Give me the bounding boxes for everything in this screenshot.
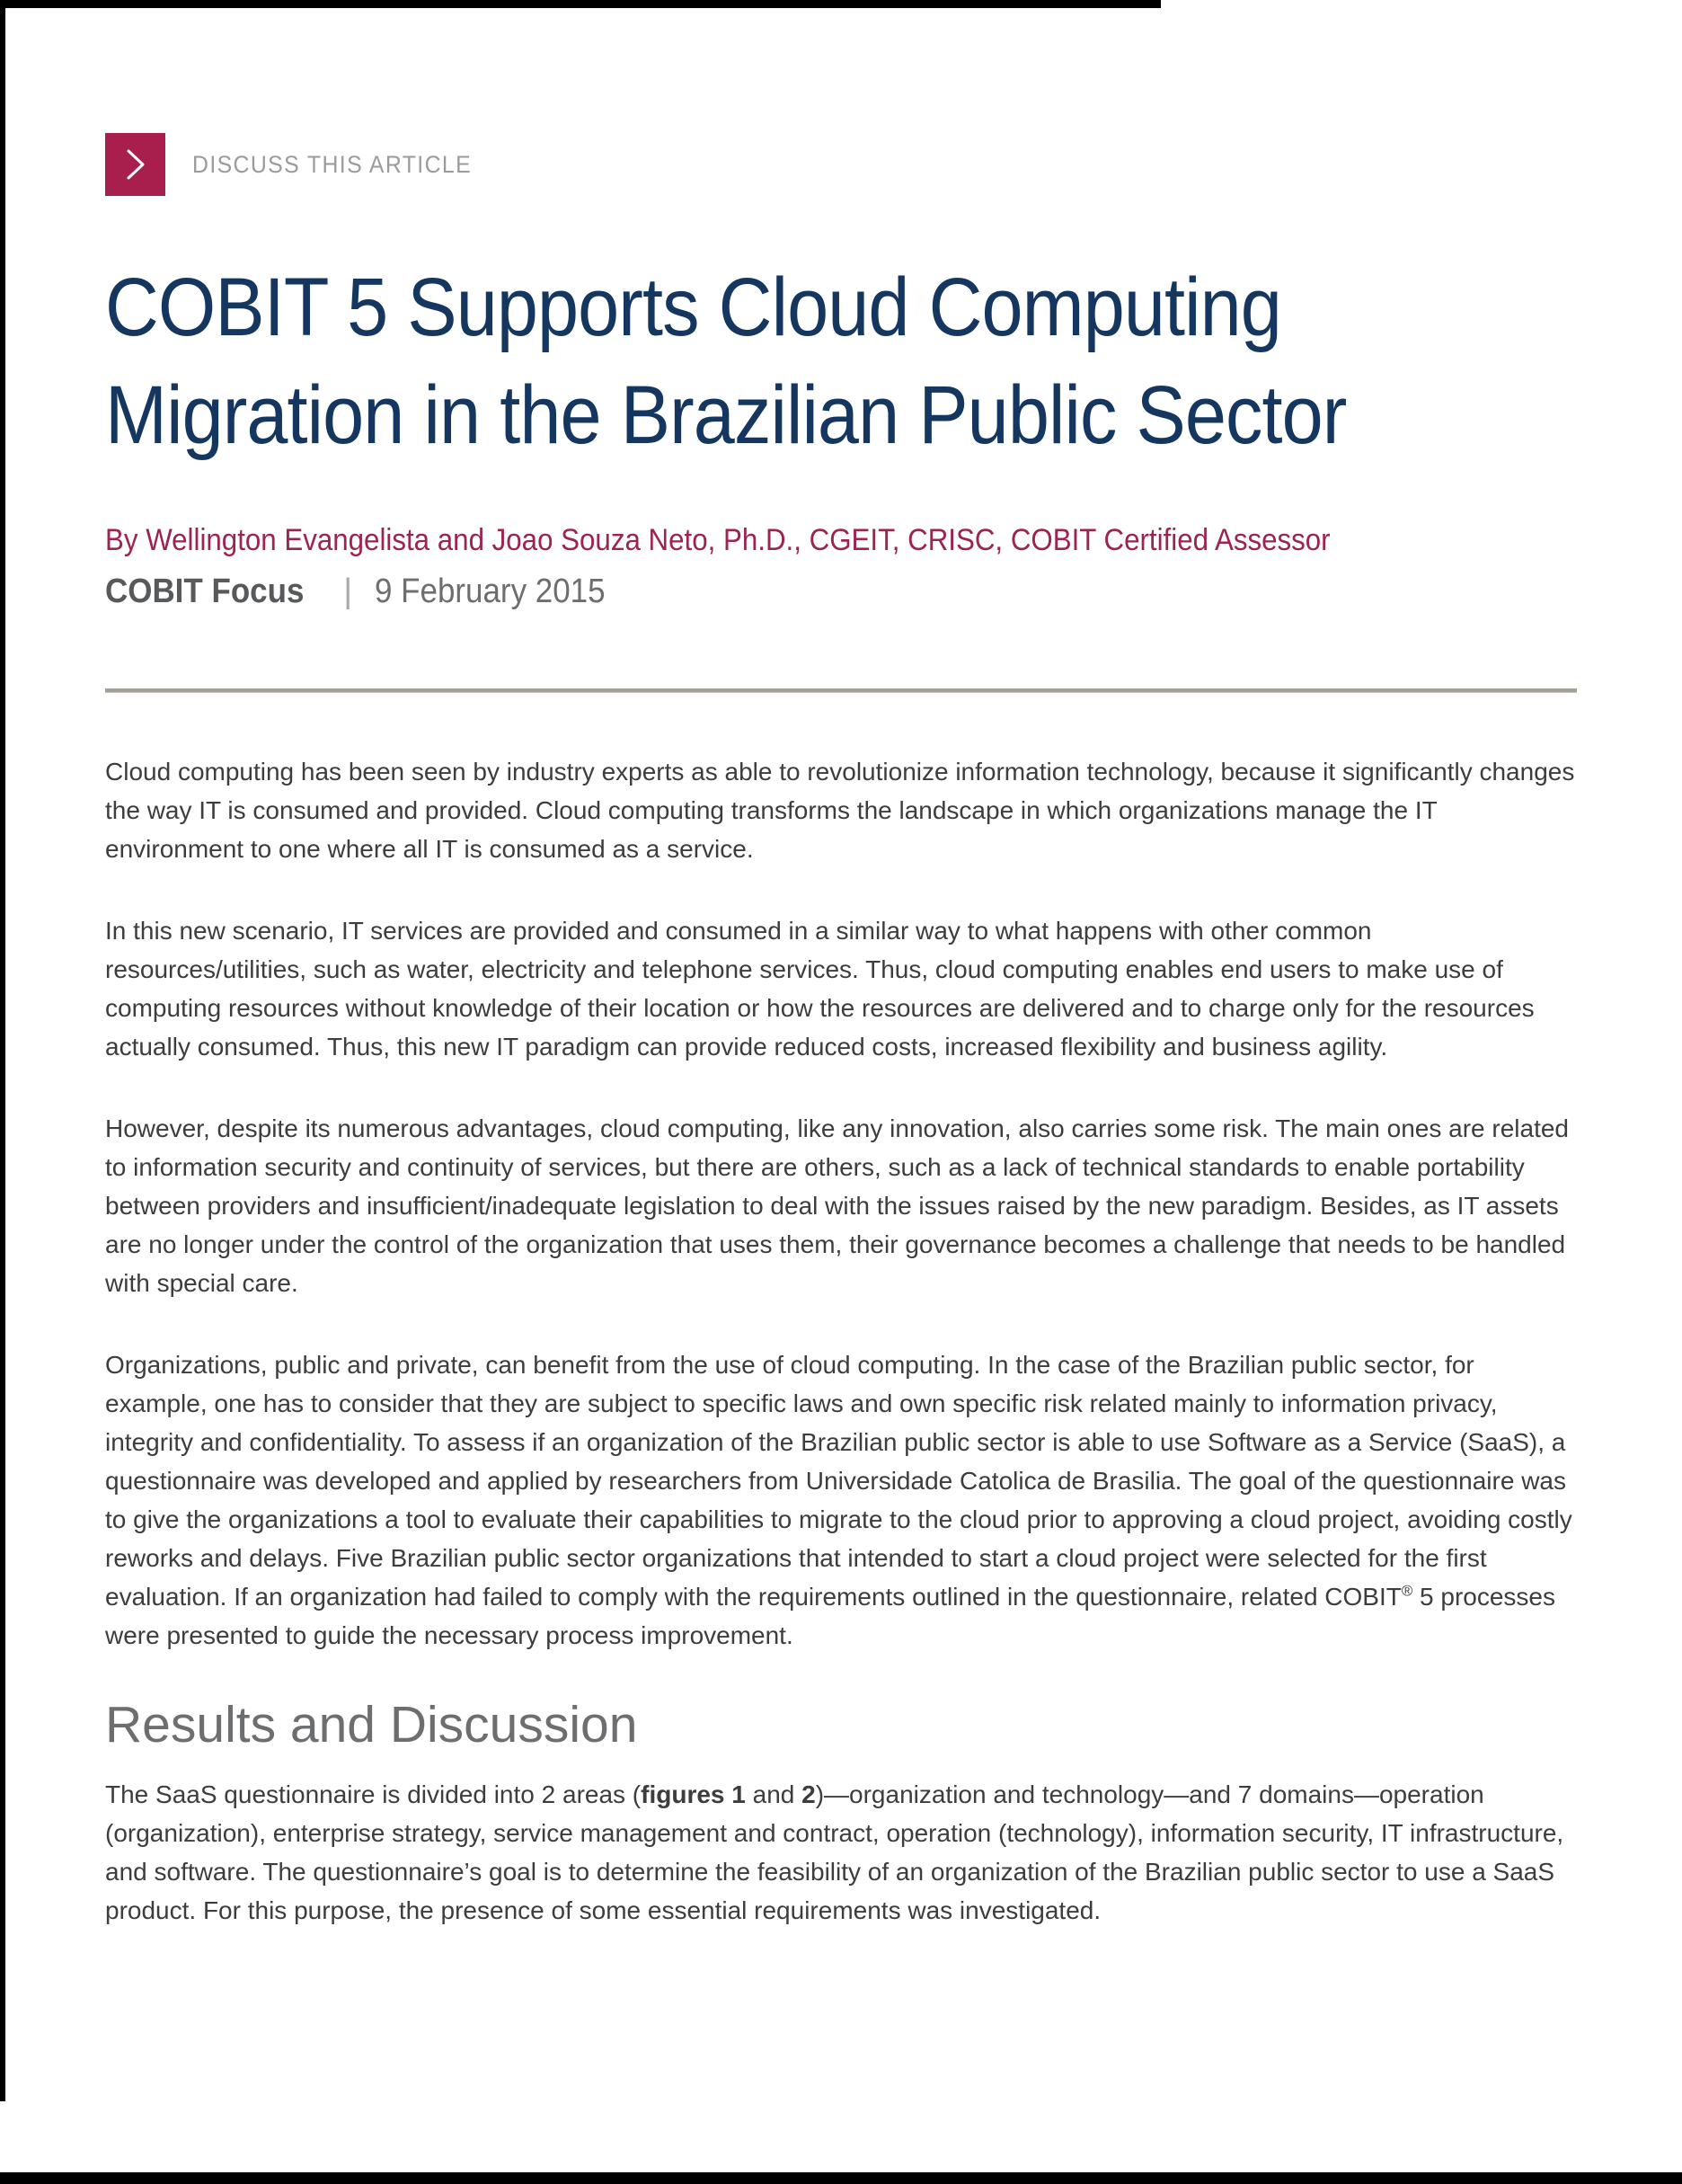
paragraph-brazilian-public-sector: Organizations, public and private, can benefit from the use of cloud computing. In the case of the Brazilian public sector, for example, one has to consider that they are subject to specific laws and own specific risk related mainly to information privacy, integrity and confidentiality. To assess if an organization of the Brazilian public sector is able to use Software as a Service (SaaS), a questionnaire was developed and applied by researchers from Universidade Catolica de Brasilia. The goal of the questionnaire was to give the organizations a tool to evaluate their capabilities to migrate to the cloud prior to approving a cloud project, avoiding costly reworks and delays. Five Brazilian public sector organizations that intended to start a cloud project were selected for the first evaluation. If an organization had failed to comply with the requirements outlined in the questionnaire, related COBIT® 5 processes were presented to guide the necessary process improvement. bbox=[105, 1351, 1572, 1649]
discuss-label: DISCUSS THIS ARTICLE bbox=[192, 150, 473, 178]
article-content bbox=[105, 0, 1577, 1973]
publish-date: 9 February 2015 bbox=[374, 573, 606, 610]
meta-separator: | bbox=[343, 573, 353, 610]
section-heading-results-and-discussion: Results and Discussion bbox=[105, 1696, 638, 1753]
chevron-right-icon bbox=[105, 133, 165, 196]
paragraph-intro: Cloud computing has been seen by industry experts as able to revolutionize information technology, because it significantly changes the way IT is consumed and provided. Cloud computing transforms the landscape in which organizations manage the IT environment to one where all IT is consumed as a service. bbox=[105, 758, 1575, 863]
article-title-line-2: Migration in the Brazilian Public Sector bbox=[105, 369, 1347, 461]
paragraph-saas-questionnaire: The SaaS questionnaire is divided into 2 areas (figures 1 and 2)—organization and technology—and 7 domains—operation (organization), enterprise strategy, service management and contract, operation (technology), information security, IT infrastructure, and software. The questionnaire’s goal is to determine the feasibility of an organization of the Brazilian public sector to use a SaaS product. For this purpose, the presence of some essential requirements was investigated. bbox=[105, 1780, 1564, 1924]
publication-name: COBIT Focus bbox=[105, 573, 305, 610]
discuss-this-article-link[interactable] bbox=[105, 133, 1577, 196]
byline: By Wellington Evangelista and Joao Souza Neto, Ph.D., CGEIT, CRISC, COBIT Certified Assessor bbox=[105, 523, 1331, 557]
bottom-edge-bar bbox=[0, 2172, 1682, 2184]
article-title-line-1: COBIT 5 Supports Cloud Computing bbox=[105, 262, 1281, 353]
article-meta bbox=[105, 568, 1577, 615]
left-edge-bar bbox=[0, 0, 5, 2101]
article-body bbox=[105, 693, 1577, 1930]
paragraph-risk: However, despite its numerous advantages, cloud computing, like any innovation, also carries some risk. The main ones are related to information security and continuity of services, but there are others, such as a lack of technical standards to enable portability between providers and insufficient/inadequate legislation to deal with the issues raised by the new paradigm. Besides, as IT assets are no longer under the control of the organization that uses them, their governance becomes a challenge that needs to be handled with special care. bbox=[105, 1114, 1570, 1297]
article-title bbox=[105, 253, 1577, 469]
paragraph-new-scenario: In this new scenario, IT services are provided and consumed in a similar way to what happens with other common resources/utilities, such as water, electricity and telephone services. Thus, cloud computing enables end users to make use of computing resources without knowledge of their location or how the resources are delivered and to charge only for the resources actually consumed. Thus, this new IT paradigm can provide reduced costs, increased flexibility and business agility. bbox=[105, 917, 1535, 1061]
